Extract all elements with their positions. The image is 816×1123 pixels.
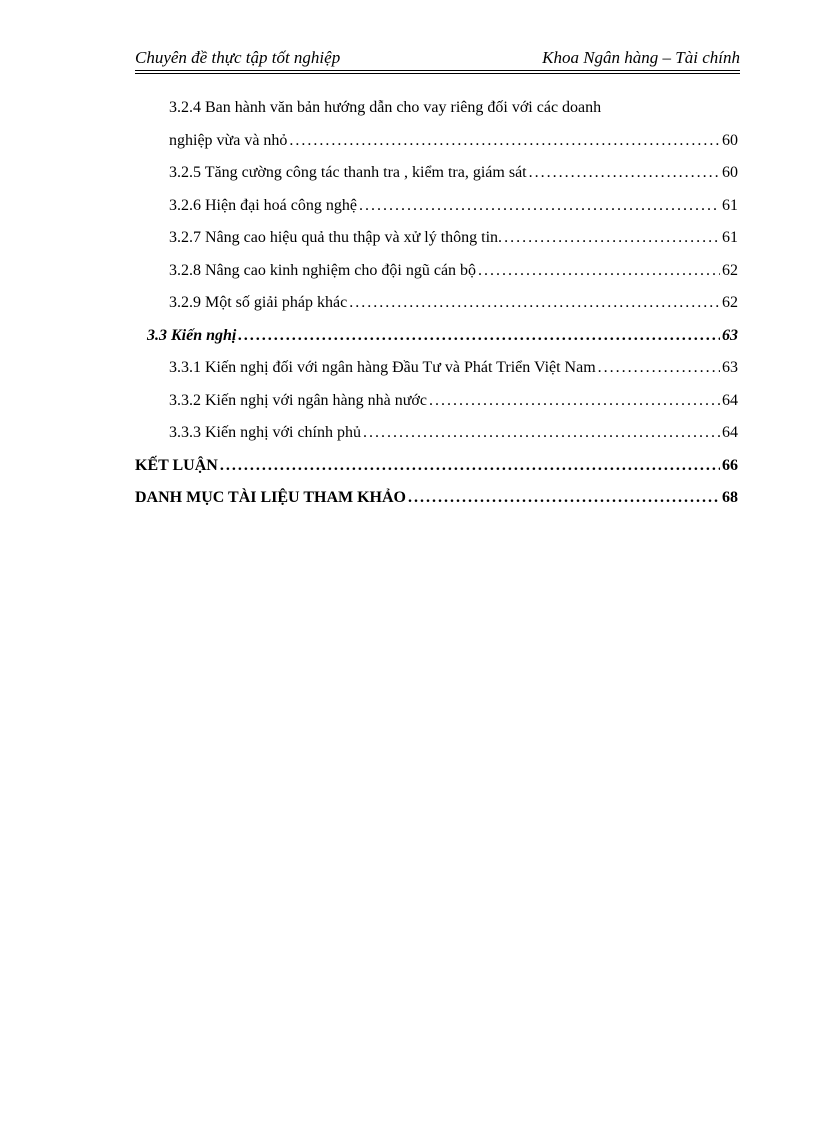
toc-entry-title: 3.3.1 Kiến nghị đối với ngân hàng Đầu Tư và Phát Triển Việt Nam	[169, 359, 596, 376]
dot-leader	[529, 157, 720, 190]
dot-leader	[478, 255, 720, 288]
toc-entry-title: 3.2.8 Nâng cao kinh nghiệm cho đội ngũ cán bộ	[169, 261, 477, 279]
toc-entry-title: 3.3.2 Kiến nghị với ngân hàng nhà nước	[169, 391, 427, 409]
toc-entry-tai-lieu-tham-khao[interactable]	[135, 482, 738, 515]
dot-leader	[408, 482, 720, 515]
toc-entry-page: 63	[722, 326, 738, 344]
toc-entry-title: 3.2.9 Một số giải pháp khác	[169, 294, 348, 311]
toc-entry-ket-luan[interactable]	[135, 450, 738, 483]
toc-entry-title: DANH MỤC TÀI LIỆU THAM KHẢO	[135, 489, 406, 506]
table-of-contents	[135, 92, 738, 515]
toc-entry-page: 66	[722, 456, 738, 474]
dot-leader	[363, 417, 720, 450]
toc-entry-page: 63	[722, 359, 738, 376]
toc-entry-page: 61	[722, 196, 738, 214]
toc-entry-page: 62	[722, 294, 738, 311]
toc-entry-title: KẾT LUẬN	[135, 456, 218, 474]
toc-entry-3-3-2[interactable]	[135, 385, 738, 418]
toc-entry-page: 64	[722, 424, 738, 441]
dot-leader	[598, 352, 720, 385]
toc-entry-title: 3.2.4 Ban hành văn bản hướng dẫn cho vay riêng đối với các doanh	[169, 99, 602, 116]
dot-leader	[429, 385, 720, 418]
toc-entry-page: 64	[722, 391, 738, 409]
toc-entry-title: 3.3 Kiến nghị	[147, 326, 237, 344]
dot-leader	[359, 190, 720, 223]
dot-leader	[238, 320, 720, 353]
toc-entry-page: 60	[722, 131, 738, 149]
toc-entry-3-2-9[interactable]	[135, 287, 738, 320]
toc-entry-3-2-7[interactable]	[135, 222, 738, 255]
dot-leader	[349, 287, 720, 320]
dot-leader	[504, 222, 720, 255]
toc-entry-title: 3.2.6 Hiện đại hoá công nghệ	[169, 196, 357, 214]
header-right-title: Khoa Ngân hàng – Tài chính	[542, 48, 740, 67]
toc-entry-3-3[interactable]	[135, 320, 738, 353]
toc-entry-page: 68	[722, 489, 738, 506]
header-rule-bottom	[135, 73, 740, 74]
header-left-title: Chuyên đề thực tập tốt nghiệp	[135, 48, 341, 67]
toc-entry-3-2-4-line2[interactable]	[135, 125, 738, 158]
toc-entry-page: 62	[722, 261, 738, 279]
toc-entry-title: 3.2.5 Tăng cường công tác thanh tra , kiểm tra, giám sát	[169, 164, 527, 181]
toc-entry-3-3-1[interactable]	[135, 352, 738, 385]
dot-leader	[220, 450, 720, 483]
toc-entry-title: 3.3.3 Kiến nghị với chính phủ	[169, 424, 361, 441]
header-rule-top	[135, 70, 740, 71]
toc-entry-3-3-3[interactable]	[135, 417, 738, 450]
toc-entry-3-2-8[interactable]	[135, 255, 738, 288]
toc-entry-title: nghiệp vừa và nhỏ	[169, 131, 288, 149]
toc-entry-3-2-6[interactable]	[135, 190, 738, 223]
toc-entry-page: 60	[722, 164, 738, 181]
toc-entry-page: 61	[722, 229, 738, 246]
dot-leader	[289, 125, 720, 158]
toc-entry-3-2-4-line1[interactable]	[135, 92, 738, 125]
page-header	[135, 48, 740, 68]
toc-entry-title: 3.2.7 Nâng cao hiệu quả thu thập và xử lý thông tin.	[169, 229, 503, 246]
toc-entry-3-2-5[interactable]	[135, 157, 738, 190]
